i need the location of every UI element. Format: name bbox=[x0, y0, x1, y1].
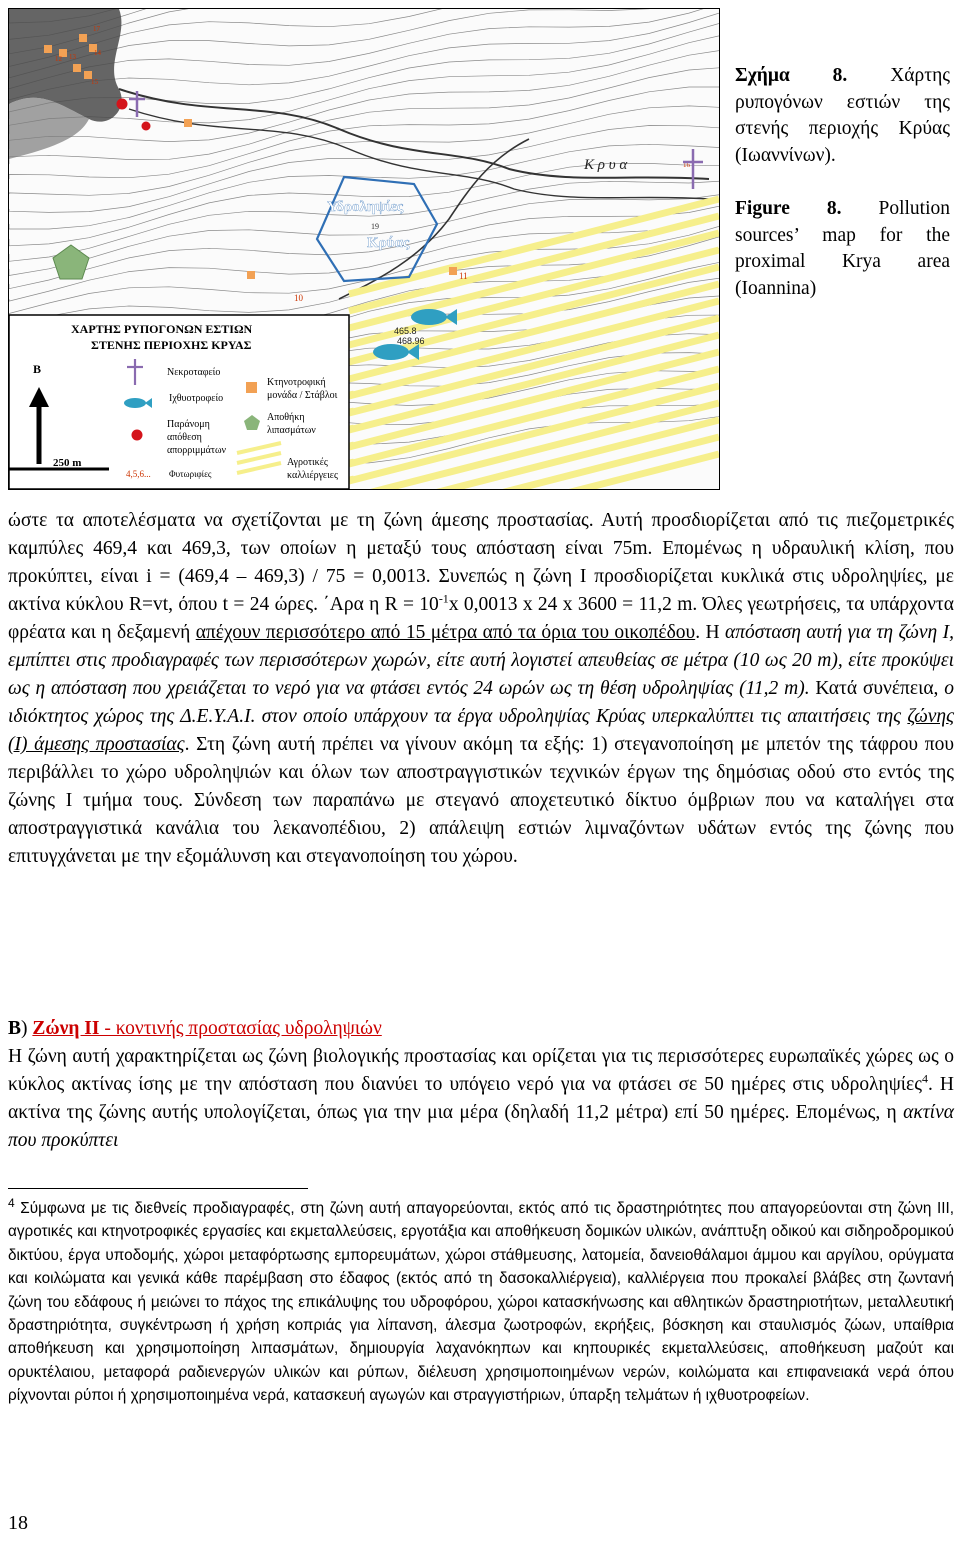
p1-text-d: Κατά συνέπεια, bbox=[809, 678, 945, 699]
p1-italic-2: ο ιδιόκτητος χώρος της Δ.Ε.Υ.Α.Ι. στον οποίο υπάρχουν τα έργα υδροληψίας Κρύας υπερκαλύπτει τις απαιτήσεις της bbox=[8, 678, 954, 727]
caption-greek-label: Σχήμα 8. bbox=[735, 65, 848, 86]
p1-text-e: . Στη ζώνη αυτή πρέπει να γίνουν ακόμη τα εξής: 1) στεγανοποίηση με μπετόν της τάφρου που περιβάλλει το χώρο υδροληψιών και όλων των αποστραγγιστικών τεχνικών έργων της δημόσιας οδού στο εντός της ζώνης Ι τμήμα τους. Σύνδεση των παραπάνω με στεγανό αποχετευτικό δίκτυο όμβριων που να καταλήγει στα αποστραγγιστικά κανάλια του λεκανοπέδιου, 2) απάλειψη εστιών λιμναζόντων υδάτων εντός της ζώνης που επιτυγχάνεται με την εξομάλυνση και στεγανοποίηση του χώρου. bbox=[8, 734, 954, 867]
legend-dump-line-2: απόθεση bbox=[167, 432, 202, 443]
figure-caption-greek bbox=[735, 63, 950, 169]
p1-superscript: -1 bbox=[438, 591, 449, 606]
legend-crops-2: καλλιέργειες bbox=[287, 470, 338, 481]
legend-dump-line-3: απορριμμάτων bbox=[167, 445, 227, 456]
place-name-krya: Κ ρ υ α bbox=[584, 157, 628, 173]
p1-italic-1: απόσταση αυτή για τη ζώνη Ι, εμπίπτει στις προδιαγραφές των περισσότερων χωρών, είτε αυτή λογιστεί απευθείας σε μέτρα (10 ως 20 m), είτε προκύψει ως η απόσταση που χρειάζεται το νερό για να φτάσει εντός 24 ωρών ως τη θέση υδροληψίας (11,2 m). bbox=[8, 622, 954, 699]
body-paragraph-2 bbox=[8, 1043, 954, 1155]
caption-english-label: Figure 8. bbox=[735, 198, 842, 219]
p1-text-b: x 0,0013 x 24 x 3600 = 11,2 m. Όλες γεωτρήσεις, τα υπάρχοντα φρέατα και η δεξαμενή bbox=[8, 594, 954, 643]
illegal-dump-marker bbox=[142, 122, 151, 131]
marker-number: 12 bbox=[55, 55, 62, 63]
p1-text-c: . Η bbox=[695, 622, 726, 643]
caption-greek-text: Χάρτης ρυπογόνων εστιών της στενής περιοχής Κρύας (Ιωαννίνων). bbox=[735, 65, 950, 166]
elevation-label: 465.8 bbox=[394, 326, 417, 336]
legend-nurseries: Φυτωριφίες bbox=[169, 469, 212, 479]
heading-b-letter: Β bbox=[8, 1018, 22, 1039]
p1-text-a: ώστε τα αποτελέσματα να σχετίζονται με τη ζώνη άμεσης προστασίας. Αυτή προσδιορίζεται από τις πιεζομετρικές καμπύλες 469,4 και 469,3, των οποίων η μεταξύ τους απόσταση είναι 75m. Επομένως η υδραυλική κλίση, που προκύπτει, είναι i = (469,4 – 469,3) / 75 = 0,0013. Συνεπώς η ζώνη Ι προσδιορίζεται κυκλικά στις υδροληψίες, με ακτίνα κύκλου R=vt, όπου t = 24 ώρες. ΄Αρα η R = 10 bbox=[8, 510, 954, 615]
p1-underlined: απέχουν περισσότερο από 15 μέτρα από τα όρια του οικοπέδου bbox=[195, 622, 696, 643]
livestock-marker bbox=[247, 271, 255, 279]
hydro-title-1: Υδροληψίες bbox=[327, 199, 404, 215]
livestock-marker bbox=[73, 64, 81, 72]
legend-cemetery: Νεκροταφείο bbox=[167, 367, 221, 378]
marker-number: 11 bbox=[459, 271, 468, 281]
elevation-label: 468.96 bbox=[397, 336, 425, 346]
marker-number: 10 bbox=[294, 293, 303, 303]
pollution-map-figure bbox=[8, 8, 720, 490]
topographic-map bbox=[9, 9, 719, 489]
figure-caption-english bbox=[735, 196, 950, 302]
marker-number: 15 bbox=[91, 78, 98, 86]
caption-english-text: Pollution sources’ map for the proximal Krya area (Ioannina) bbox=[735, 198, 950, 299]
marker-number: 13 bbox=[69, 53, 76, 61]
footnote-text: Σύμφωνα με τις διεθνείς προδιαγραφές, στη ζώνη αυτή απαγορεύονται, εκτός από τις δραστηριότητες που απαγορεύονται στη ζώνη ΙΙΙ, αγροτικές και κτηνοτροφικές εργασίες και εκμεταλλεύσεις, εργοτάξια και αποθήκευση δομικών υλικών, ανάπτυξη οδικού και σιδηροδρομικού δικτύου, έργα υποδομής, χώροι μεταφόρτωσης εμπορευμάτων, χώροι στάθμευσης, λατομεία, δανειοθάλαμοι άμμου και αργίλου, ορύγματα και κοιλώματα και γενικά κάθε παρέμβαση στο έδαφος (εκτός από τη δασοκαλλιέργεια), καλλιέργεια που προκαλεί βλάβες στη ζωντανή ζώνη του εδάφους ή μειώνει το πάχος της επικάλυψης του υδροφόρου, χώροι κατασκήνωσης και αθλητικών δραστηριοτήτων, μεταλλευτική δραστηριότητα, συγκέντρωση ή χρήση κοπριάς για λίπανση, άλεσμα ζωοτροφών, εκρήξεις, βόσκηση και σταυλισμός ζώων, υπαίθρια αποθήκευση και χρησιμοποίηση λιπασμάτων, δημιουργία λαχανόκηπων και κηπουρικές εκμεταλλεύσεις, αποθήκευση μαζούτ και ορυκτέλαιου, μεταφορά ραδιενεργών υλικών και ρύπων, διέλευση χρησιμοποιημένων νερών, κοιλώματα και επιφανειακά νερά όπου ρίχνονται ρύποι ή χρησιμοποιημένα νερά, κατασκευή αγωγών και στραγγιστήριων, ύπαρξη τελμάτων ή ιχθυοτροφείων. bbox=[8, 1200, 954, 1405]
legend-title-line-2: ΣΤΕΝΗΣ ΠΕΡΙΟΧΗΣ ΚΡΥΑΣ bbox=[91, 338, 252, 352]
page-number: 18 bbox=[8, 1512, 28, 1534]
p1-italic-underlined: ζώνης (Ι) άμεσης προστασίας bbox=[8, 706, 954, 755]
marker-number: 14 bbox=[94, 49, 101, 57]
legend-livestock-1: Κτηνοτροφική bbox=[267, 377, 326, 388]
marker-number: 17 bbox=[93, 25, 100, 33]
contour-line bbox=[9, 181, 719, 262]
legend-fertilizer-2: λιπασμάτων bbox=[267, 425, 316, 436]
footnote-number: 4 bbox=[8, 1195, 15, 1210]
footnote bbox=[8, 1197, 954, 1408]
livestock-legend-icon bbox=[246, 382, 257, 393]
heading-b-rest: - κοντινής προστασίας υδροληψιών bbox=[99, 1018, 382, 1039]
legend-numbers: 4,5,6... bbox=[126, 469, 151, 479]
footnote-separator bbox=[8, 1188, 308, 1189]
livestock-marker bbox=[449, 267, 457, 275]
p2-italic: ακτίνα που προκύπτει bbox=[8, 1102, 954, 1151]
dump-legend-icon bbox=[132, 430, 143, 441]
section-b-heading bbox=[8, 1015, 954, 1043]
p2-text-a: Η ζώνη αυτή χαρακτηρίζεται ως ζώνη βιολογικής προστασίας και ορίζεται για τις περισσότερες ευρωπαϊκές χώρες ως ο κύκλος ακτίνας ίσης με την απόσταση που διανύει το υπόγειο νερό για να φτάσει σε 50 ημέρες στις υδροληψίες bbox=[8, 1046, 954, 1095]
marker-number: 16 bbox=[683, 161, 690, 169]
section-b bbox=[8, 1015, 954, 1155]
hydro-title-2: Κρύας bbox=[367, 235, 410, 251]
legend-dump-line-1: Παράνομη bbox=[167, 419, 210, 430]
heading-b-paren: ) bbox=[21, 1018, 33, 1039]
p2-superscript: 4 bbox=[921, 1071, 928, 1086]
p2-text-b: . Η ακτίνα της ζώνης αυτής υπολογίζεται, όπως για την μια μέρα (δηλαδή 11,2 μέτρα) επί 50 ημέρες. Επομένως, η bbox=[8, 1074, 954, 1123]
livestock-marker bbox=[79, 34, 87, 42]
legend-title-line-1: ΧΑΡΤΗΣ ΡΥΠΟΓΟΝΩΝ ΕΣΤΙΩΝ bbox=[71, 322, 253, 336]
livestock-marker bbox=[184, 119, 192, 127]
illegal-dump-marker bbox=[117, 99, 128, 110]
legend-livestock-2: μονάδα / Στάβλοι bbox=[267, 390, 338, 401]
map-legend bbox=[9, 315, 349, 489]
marker-number: 19 bbox=[371, 222, 379, 231]
legend-fish-farm: Ιχθυοτροφείο bbox=[169, 393, 224, 404]
body-paragraph-1 bbox=[8, 507, 954, 871]
contour-line bbox=[9, 106, 719, 195]
fertilizer-storage-marker bbox=[53, 245, 89, 279]
north-label: Β bbox=[33, 362, 42, 376]
legend-crops-1: Αγροτικές bbox=[287, 457, 328, 468]
scale-label: 250 m bbox=[53, 457, 82, 469]
legend-fertilizer-1: Αποθήκη bbox=[267, 412, 305, 423]
heading-b-zone: Ζώνη ΙΙ bbox=[32, 1018, 100, 1039]
livestock-marker bbox=[44, 45, 52, 53]
